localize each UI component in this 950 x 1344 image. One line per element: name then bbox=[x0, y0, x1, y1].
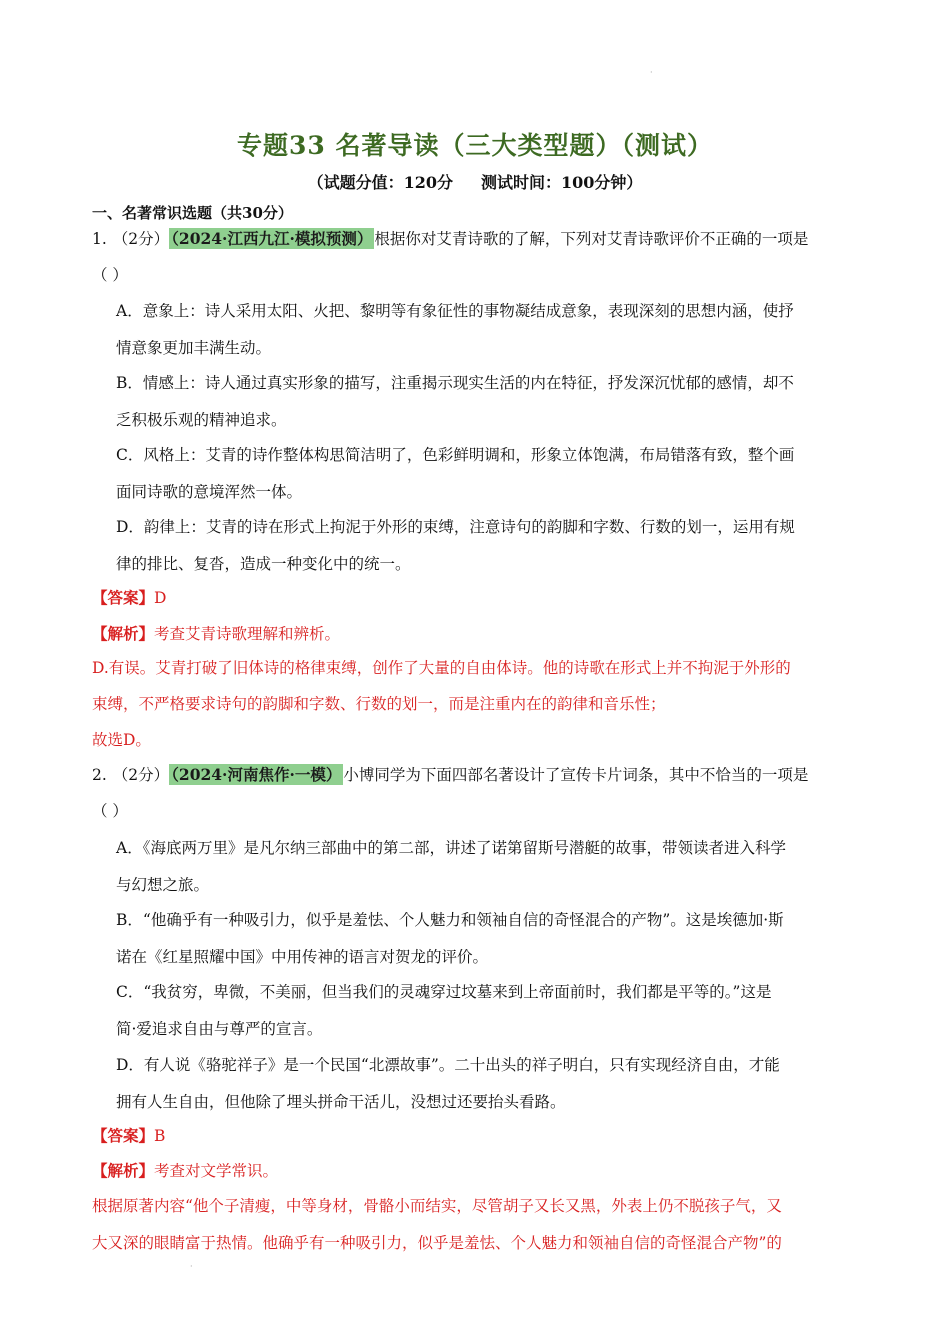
option-c-line-1: C．风格上：艾青的诗作整体构思简洁明了，色彩鲜明调和，形象立体饱满，布局错落有致，整个画 bbox=[116, 446, 795, 464]
question-points: （2分） bbox=[112, 230, 170, 248]
page-mark-top: · bbox=[650, 68, 653, 77]
option-b-line-2: 乏积极乐观的精神追求。 bbox=[116, 411, 287, 429]
option-b-line-1: B．情感上：诗人通过真实形象的描写，注重揭示现实生活的内在特征，抒发深沉忧郁的感情，却不 bbox=[116, 374, 794, 392]
option-b-line-2: 诺在《红星照耀中国》中用传神的语言对贺龙的评价。 bbox=[116, 948, 489, 966]
page-mark-bottom: · bbox=[190, 1262, 193, 1271]
option-a-line-1: A．《海底两万里》是凡尔纳三部曲中的第二部，讲述了诺第留斯号潜艇的故事，带领读者进入科学 bbox=[116, 839, 786, 857]
option-a-line-2: 与幻想之旅。 bbox=[116, 876, 210, 894]
answer-value: D bbox=[154, 589, 167, 607]
score-info: （试题分值：120分 bbox=[307, 173, 453, 192]
page-subtitle bbox=[0, 170, 950, 193]
analysis-text: 考查对文学常识。 bbox=[154, 1162, 279, 1180]
answer-label: 【答案】 bbox=[92, 1126, 155, 1145]
explanation-line-2: 束缚，不严格要求诗句的韵脚和字数、行数的划一，而是注重内在的韵律和音乐性； bbox=[92, 695, 666, 713]
answer-line bbox=[92, 1124, 165, 1146]
option-a-line-2: 情意象更加丰满生动。 bbox=[116, 339, 272, 357]
option-d-line-2: 拥有人生自由，但他除了埋头拼命干活儿，没想过还要抬头看路。 bbox=[116, 1093, 566, 1111]
analysis-label: 【解析】 bbox=[92, 624, 155, 643]
answer-paren: （ ） bbox=[92, 802, 128, 820]
option-a-line-1: A．意象上：诗人采用太阳、火把、黎明等有象征性的事物凝结成意象，表现深刻的思想内涵，使抒 bbox=[116, 302, 794, 320]
option-b-line-1: B．“他确乎有一种吸引力，似乎是羞怯、个人魅力和领袖自信的奇怪混合的产物”。这是埃德加·斯 bbox=[116, 911, 784, 929]
option-d-line-1: D．有人说《骆驼祥子》是一个民国“北漂故事”。二十出头的祥子明白，只有实现经济自由，才能 bbox=[116, 1056, 780, 1074]
section-heading: 一、名著常识选题（共30分） bbox=[92, 204, 293, 222]
question-text: 根据你对艾青诗歌的了解，下列对艾青诗歌评价不正确的一项是 bbox=[374, 230, 809, 248]
analysis-line bbox=[92, 622, 340, 644]
question-points: （2分） bbox=[112, 766, 170, 784]
answer-paren: （ ） bbox=[92, 266, 128, 284]
explanation-line-1: 根据原著内容“他个子清瘦，中等身材，骨骼小而结实，尽管胡子又长又黑，外表上仍不脱孩子气，又 bbox=[92, 1197, 782, 1215]
page-title: 专题33 名著导读（三大类型题）（测试） bbox=[237, 131, 713, 160]
answer-value: B bbox=[154, 1127, 166, 1145]
question-source-tag: （2024·江西九江·模拟预测） bbox=[171, 229, 373, 248]
answer-line bbox=[92, 586, 166, 608]
analysis-text: 考查艾青诗歌理解和辨析。 bbox=[154, 625, 341, 643]
question-source-tag: （2024·河南焦作·一模） bbox=[171, 765, 342, 784]
analysis-label: 【解析】 bbox=[92, 1161, 155, 1180]
question-number: 1. bbox=[92, 230, 107, 248]
answer-label: 【答案】 bbox=[92, 588, 155, 607]
question-2-stem bbox=[92, 763, 808, 785]
question-text: 小博同学为下面四部名著设计了宣传卡片词条，其中不恰当的一项是 bbox=[343, 766, 809, 784]
option-d-line-1: D．韵律上：艾青的诗在形式上拘泥于外形的束缚，注意诗句的韵脚和字数、行数的划一，运用有规 bbox=[116, 518, 795, 536]
option-d-line-2: 律的排比、复沓，造成一种变化中的统一。 bbox=[116, 555, 411, 573]
explanation-line-2: 大又深的眼睛富于热情。他确乎有一种吸引力，似乎是羞怯、个人魅力和领袖自信的奇怪混合产物”的 bbox=[92, 1234, 782, 1252]
option-c-line-2: 面同诗歌的意境浑然一体。 bbox=[116, 483, 303, 501]
question-1-stem bbox=[92, 227, 808, 249]
time-info: 测试时间：100分钟） bbox=[481, 173, 643, 192]
option-c-line-2: 简·爱追求自由与尊严的宣言。 bbox=[116, 1020, 323, 1038]
analysis-line bbox=[92, 1159, 278, 1181]
explanation-line-3: 故选D。 bbox=[92, 731, 151, 749]
question-number: 2. bbox=[92, 766, 107, 784]
explanation-line-1: D.有误。艾青打破了旧体诗的格律束缚，创作了大量的自由体诗。他的诗歌在形式上并不拘泥于外形的 bbox=[92, 659, 791, 677]
option-c-line-1: C．“我贫穷，卑微，不美丽，但当我们的灵魂穿过坟墓来到上帝面前时，我们都是平等的。”这是 bbox=[116, 983, 772, 1001]
